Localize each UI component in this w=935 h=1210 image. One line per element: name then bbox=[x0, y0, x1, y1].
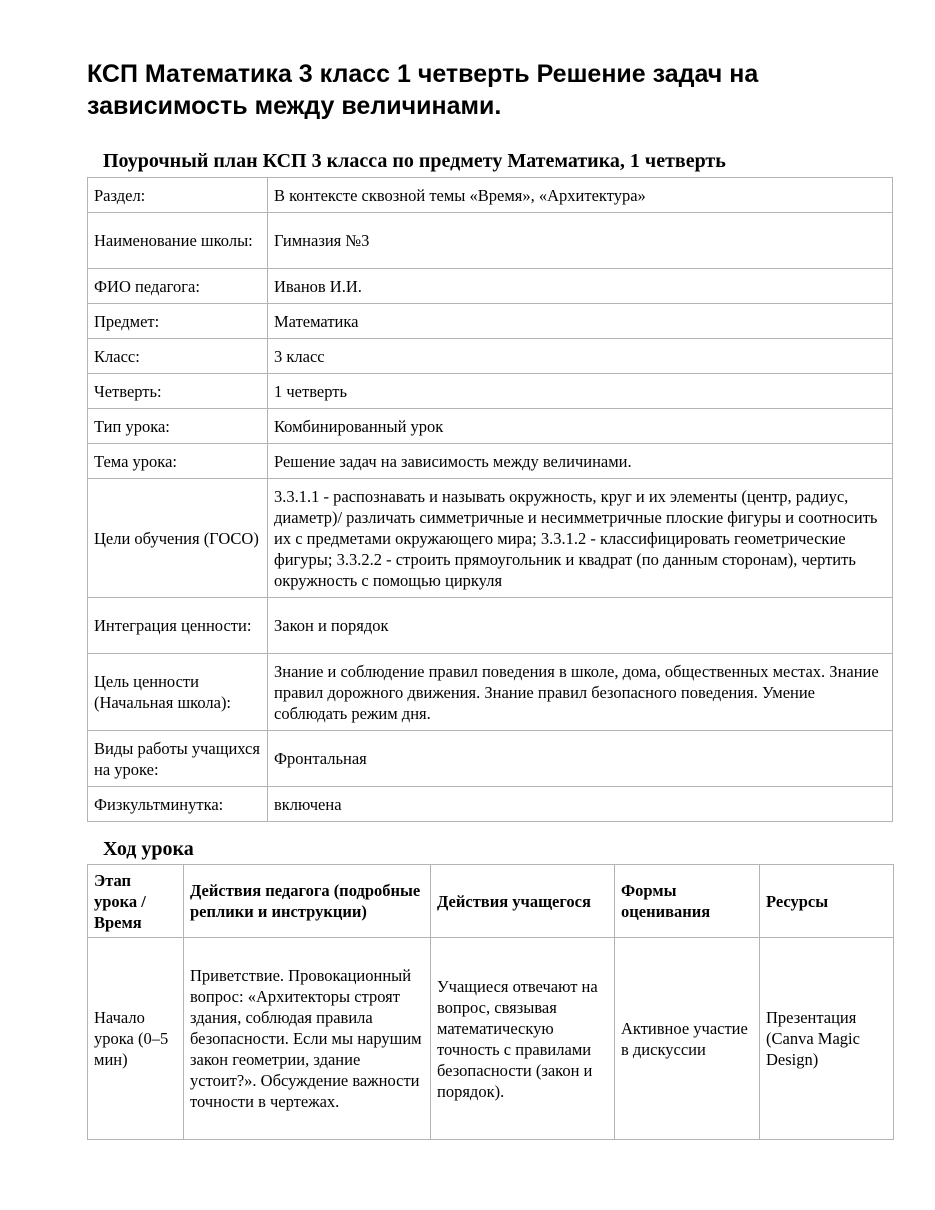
row-value: Решение задач на зависимость между величинами. bbox=[268, 444, 893, 479]
table-row bbox=[88, 479, 893, 598]
row-value: Математика bbox=[268, 304, 893, 339]
column-header-stage: Этап урока / Время bbox=[88, 865, 184, 938]
row-value: Закон и порядок bbox=[268, 598, 893, 654]
row-label: Раздел: bbox=[88, 178, 268, 213]
row-label: Четверть: bbox=[88, 374, 268, 409]
table-row bbox=[88, 787, 893, 822]
cell-student: Учащиеся отвечают на вопрос, связывая математическую точность с правилами безопасности (закон и порядок). bbox=[431, 938, 615, 1140]
row-label: Наименование школы: bbox=[88, 213, 268, 269]
row-value: 3 класс bbox=[268, 339, 893, 374]
table-row bbox=[88, 304, 893, 339]
row-label: Цели обучения (ГОСО) bbox=[88, 479, 268, 598]
column-header-assessment: Формы оценивания bbox=[615, 865, 760, 938]
cell-stage: Начало урока (0–5 мин) bbox=[88, 938, 184, 1140]
table-row bbox=[88, 731, 893, 787]
table-row bbox=[88, 178, 893, 213]
row-value: Знание и соблюдение правил поведения в школе, дома, общественных местах. Знание правил дорожного движения. Знание правил безопасного поведения. Умение соблюдать режим дня. bbox=[268, 654, 893, 731]
row-value: Гимназия №3 bbox=[268, 213, 893, 269]
table-row bbox=[88, 339, 893, 374]
document-title: КСП Математика 3 класс 1 четверть Решение задач на зависимость между величинами. bbox=[87, 60, 759, 120]
column-header-teacher: Действия педагога (подробные реплики и инструкции) bbox=[184, 865, 431, 938]
table-row bbox=[88, 654, 893, 731]
table-row bbox=[88, 598, 893, 654]
table-header-row bbox=[88, 865, 894, 938]
row-value: включена bbox=[268, 787, 893, 822]
table-row bbox=[88, 269, 893, 304]
row-value: Иванов И.И. bbox=[268, 269, 893, 304]
row-value: Фронтальная bbox=[268, 731, 893, 787]
lesson-course-table bbox=[87, 864, 894, 1140]
table-row bbox=[88, 409, 893, 444]
document-page bbox=[87, 58, 893, 1140]
cell-teacher: Приветствие. Провокационный вопрос: «Архитекторы строят здания, соблюдая правила безопасности. Если мы нарушим закон геометрии, здание устоит?». Обсуждение важности точности в чертежах. bbox=[184, 938, 431, 1140]
table-row bbox=[88, 374, 893, 409]
row-label: Класс: bbox=[88, 339, 268, 374]
lesson-info-table bbox=[87, 177, 893, 822]
row-label: Цель ценности (Начальная школа): bbox=[88, 654, 268, 731]
column-header-student: Действия учащегося bbox=[431, 865, 615, 938]
row-label: Физкультминутка: bbox=[88, 787, 268, 822]
cell-assessment: Активное участие в дискуссии bbox=[615, 938, 760, 1140]
row-value: 1 четверть bbox=[268, 374, 893, 409]
row-value: В контексте сквозной темы «Время», «Архитектура» bbox=[268, 178, 893, 213]
cell-resources: Презентация (Canva Magic Design) bbox=[760, 938, 894, 1140]
column-header-resources: Ресурсы bbox=[760, 865, 894, 938]
table-row bbox=[88, 213, 893, 269]
course-heading: Ход урока bbox=[103, 838, 194, 860]
plan-heading: Поурочный план КСП 3 класса по предмету Математика, 1 четверть bbox=[103, 150, 726, 172]
table-row bbox=[88, 938, 894, 1140]
row-label: ФИО педагога: bbox=[88, 269, 268, 304]
row-value: Комбинированный урок bbox=[268, 409, 893, 444]
row-label: Интеграция ценности: bbox=[88, 598, 268, 654]
table-row bbox=[88, 444, 893, 479]
row-label: Тема урока: bbox=[88, 444, 268, 479]
row-value: 3.3.1.1 - распознавать и называть окружность, круг и их элементы (центр, радиус, диаметр)/ различать симметричные и несимметричные плоские фигуры и соотносить их с предметами окружающего мира; 3.3.1.2 - классифицировать геометрические фигуры; 3.3.2.2 - строить прямоугольник и квадрат (по данным сторонам), чертить окружность с помощью циркуля bbox=[268, 479, 893, 598]
row-label: Виды работы учащихся на уроке: bbox=[88, 731, 268, 787]
row-label: Предмет: bbox=[88, 304, 268, 339]
row-label: Тип урока: bbox=[88, 409, 268, 444]
